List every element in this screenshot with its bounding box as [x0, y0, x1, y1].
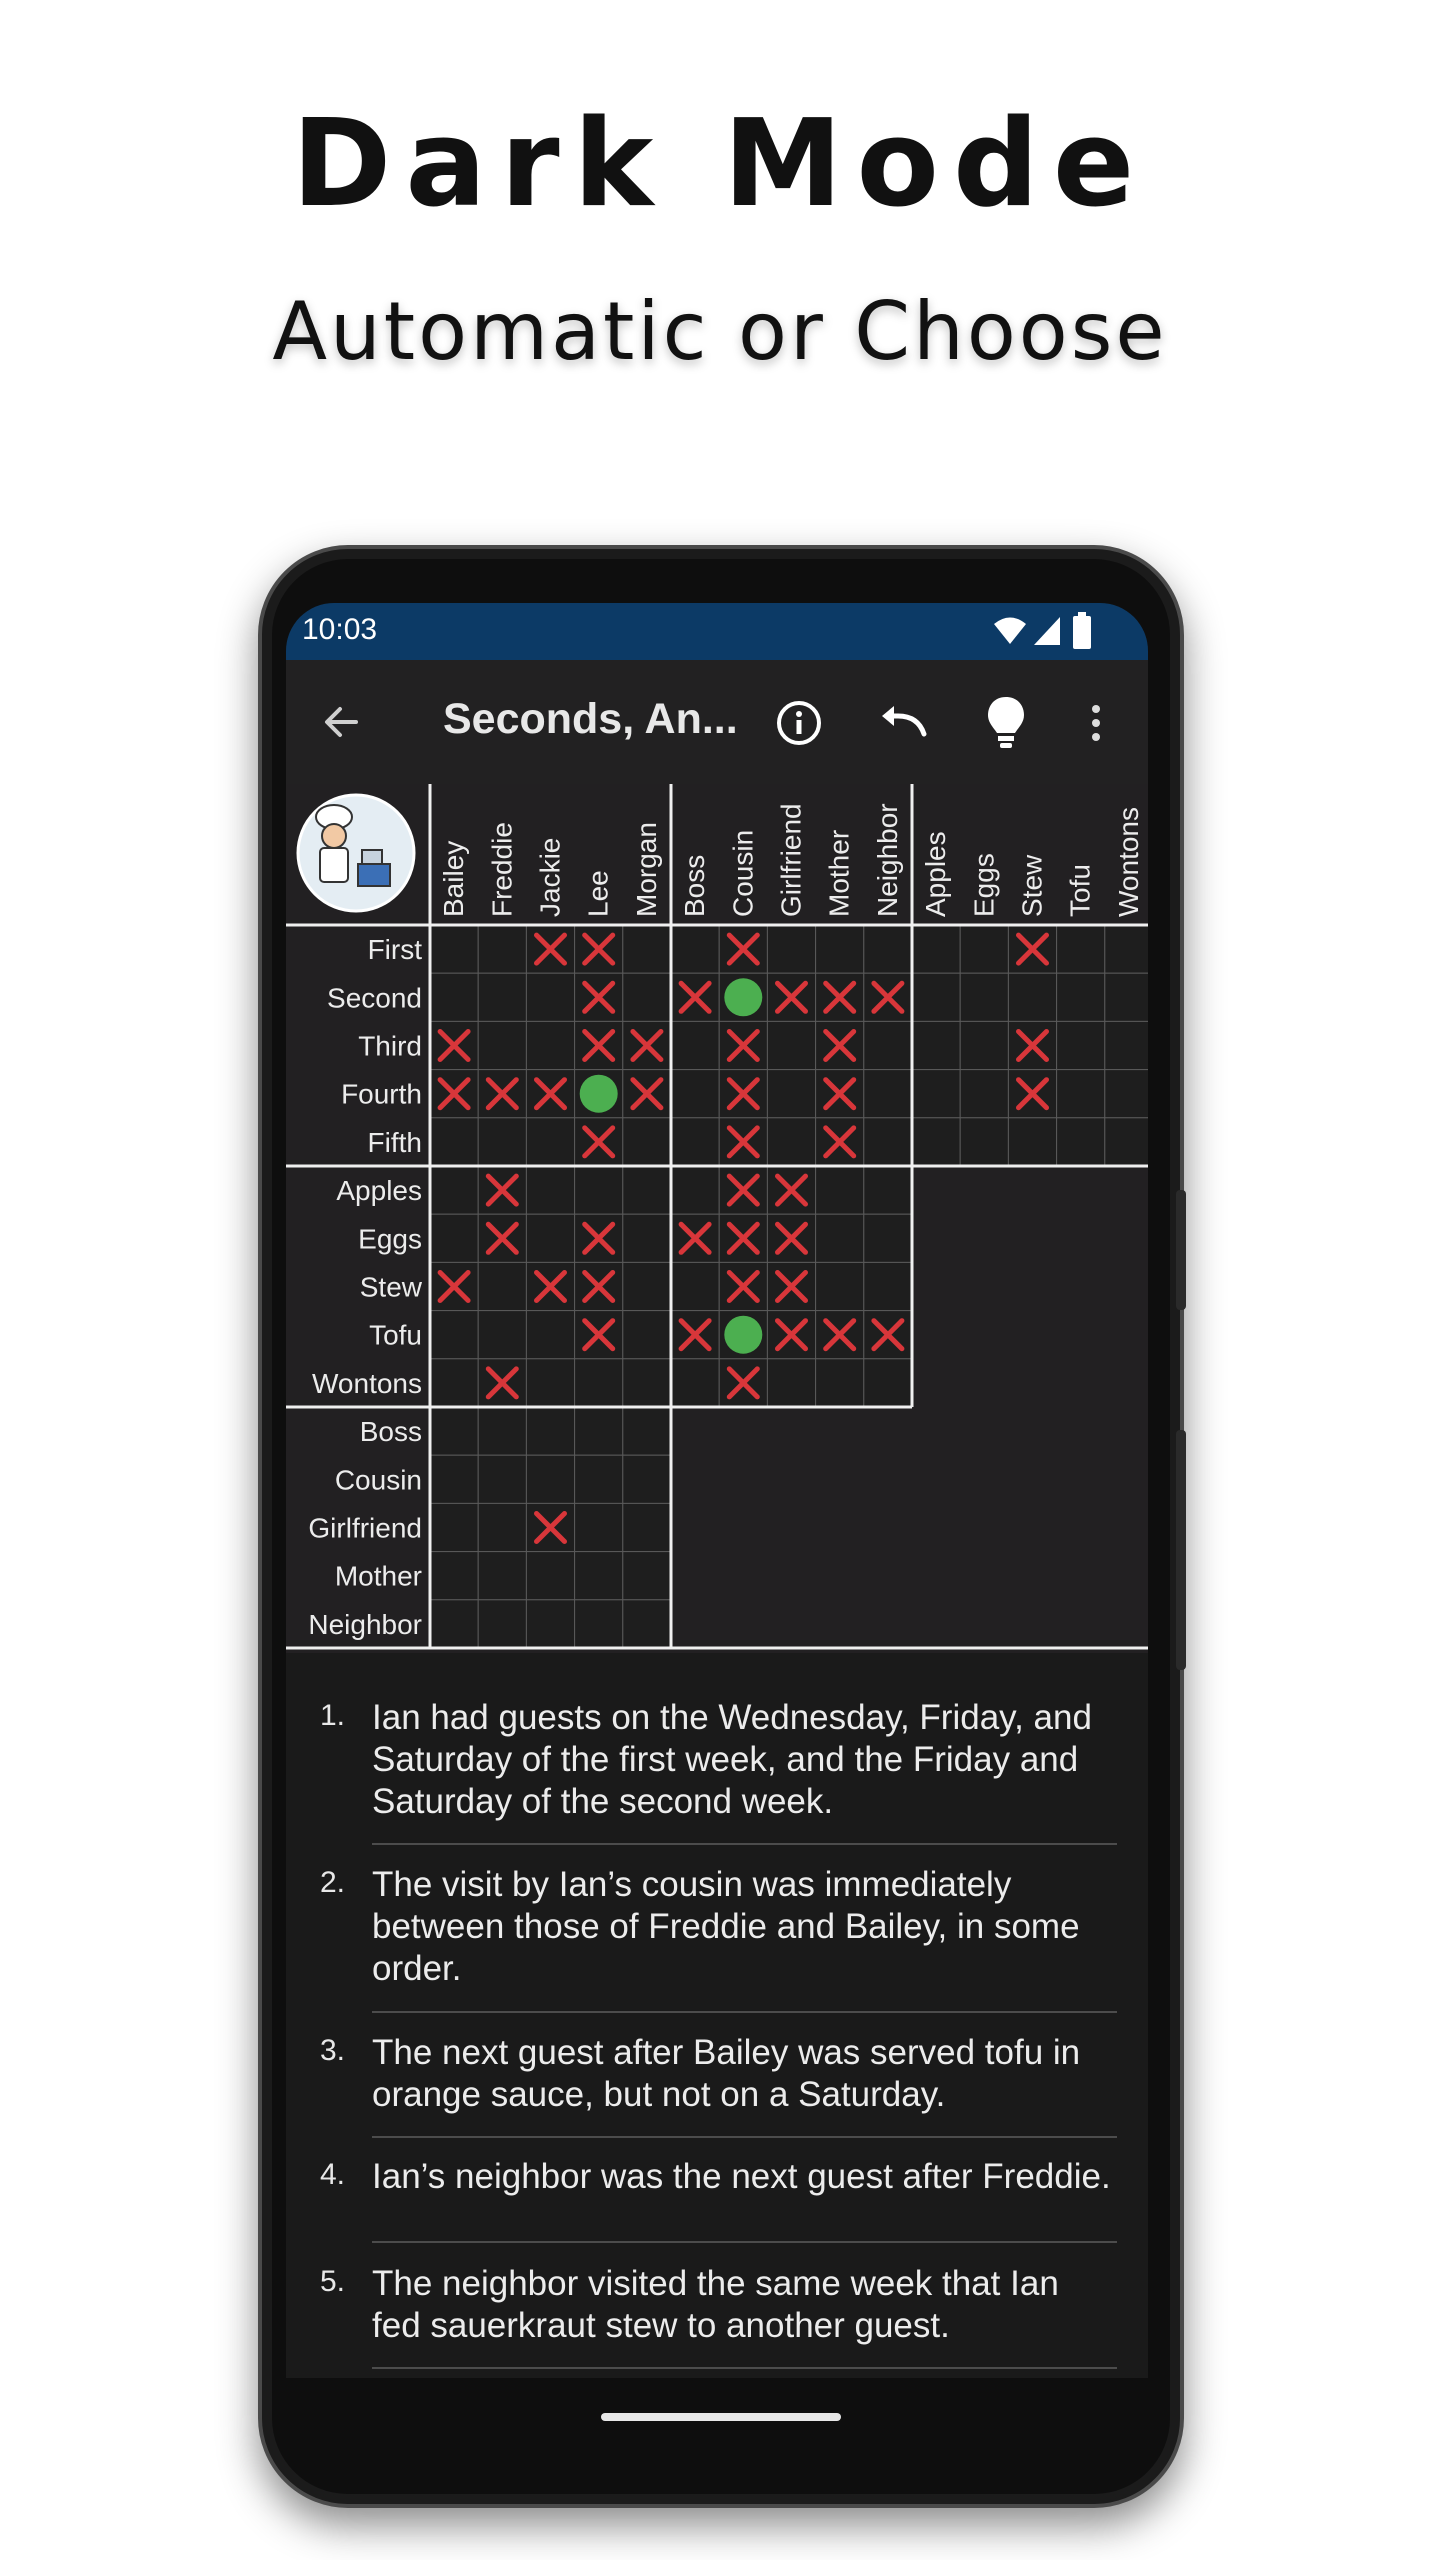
column-label: Apples [920, 831, 952, 917]
row-label: Fifth [367, 1126, 422, 1158]
grid-cell[interactable] [430, 925, 478, 973]
grid-cell[interactable] [623, 1455, 671, 1503]
logic-grid-svg [286, 784, 1148, 1653]
column-label: Tofu [1064, 864, 1096, 917]
grid-cell[interactable] [430, 1359, 478, 1407]
grid-cell[interactable] [912, 1070, 960, 1118]
grid-cell[interactable] [671, 925, 719, 973]
clue-divider [372, 2136, 1117, 2138]
undo-icon[interactable] [876, 698, 932, 748]
row-label: Cousin [334, 1464, 422, 1496]
grid-cell[interactable] [526, 1407, 574, 1455]
grid-cell[interactable] [623, 1552, 671, 1600]
grid-cell[interactable] [430, 1118, 478, 1166]
grid-cell[interactable] [623, 925, 671, 973]
column-label: Cousin [727, 829, 759, 917]
o-mark [580, 1075, 618, 1113]
grid-cell[interactable] [623, 1503, 671, 1551]
grid-cell[interactable] [430, 973, 478, 1021]
column-label: Lee [582, 870, 614, 917]
grid-cell[interactable] [1057, 973, 1105, 1021]
grid-cell[interactable] [671, 1359, 719, 1407]
grid-cell[interactable] [478, 1021, 526, 1069]
clue-list [286, 1653, 1148, 2378]
o-mark [724, 1316, 762, 1354]
cell-signal-icon [1032, 615, 1062, 647]
row-label: Girlfriend [308, 1512, 422, 1544]
grid-cell[interactable] [623, 1600, 671, 1648]
more-vert-icon[interactable] [1086, 698, 1106, 748]
grid-cell[interactable] [816, 925, 864, 973]
status-bar [286, 603, 1148, 660]
grid-cell[interactable] [430, 1455, 478, 1503]
grid-cell[interactable] [526, 1118, 574, 1166]
row-label: Third [358, 1030, 422, 1062]
grid-cell[interactable] [671, 1118, 719, 1166]
grid-cell[interactable] [575, 1600, 623, 1648]
grid-cell[interactable] [430, 1166, 478, 1214]
volume-button [1176, 1190, 1186, 1310]
column-label: Eggs [968, 853, 1000, 917]
grid-cell[interactable] [623, 1311, 671, 1359]
row-label: Neighbor [308, 1608, 422, 1640]
row-label: Apples [336, 1175, 422, 1207]
grid-cell[interactable] [478, 1311, 526, 1359]
grid-cell[interactable] [478, 1600, 526, 1648]
grid-cell[interactable] [816, 1359, 864, 1407]
grid-cell[interactable] [623, 1166, 671, 1214]
clue-text: The next guest after Bailey was served tofu in orange sauce, but not on a Saturday. [372, 2033, 1081, 2114]
clue-divider [372, 1843, 1117, 1845]
grid-cell[interactable] [478, 1455, 526, 1503]
clue-number: 3. [320, 2034, 346, 2067]
grid-cell[interactable] [912, 925, 960, 973]
grid-cell[interactable] [767, 1021, 815, 1069]
grid-cell[interactable] [864, 1359, 912, 1407]
column-label: Wontons [1112, 807, 1144, 917]
grid-cell[interactable] [960, 1021, 1008, 1069]
grid-cell[interactable] [864, 1070, 912, 1118]
clue-number: 4. [320, 2158, 346, 2191]
grid-cell[interactable] [1057, 925, 1105, 973]
column-label: Jackie [534, 837, 566, 917]
grid-cell[interactable] [671, 1070, 719, 1118]
grid-cell[interactable] [478, 973, 526, 1021]
grid-cell[interactable] [575, 1407, 623, 1455]
grid-cell[interactable] [912, 1021, 960, 1069]
grid-cell[interactable] [623, 1359, 671, 1407]
clue-divider [372, 2011, 1117, 2013]
grid-cell[interactable] [816, 1166, 864, 1214]
column-label: Neighbor [871, 803, 903, 917]
grid-cell[interactable] [575, 1359, 623, 1407]
chef-icon [298, 795, 414, 911]
grid-cell[interactable] [430, 1407, 478, 1455]
grid-cell[interactable] [526, 1359, 574, 1407]
grid-cell[interactable] [430, 1214, 478, 1262]
column-label: Bailey [438, 840, 470, 917]
grid-cell[interactable] [526, 1021, 574, 1069]
row-label: Second [327, 982, 422, 1014]
grid-cell[interactable] [478, 1118, 526, 1166]
grid-cell[interactable] [671, 1166, 719, 1214]
lightbulb-hint-icon[interactable] [986, 695, 1026, 751]
grid-cell[interactable] [526, 1552, 574, 1600]
grid-cell[interactable] [526, 1214, 574, 1262]
row-label: Tofu [369, 1319, 422, 1351]
grid-cell[interactable] [816, 1214, 864, 1262]
row-label: Wontons [312, 1367, 422, 1399]
puzzle-title: Seconds, An... [443, 695, 738, 743]
grid-cell[interactable] [960, 925, 1008, 973]
home-indicator[interactable] [601, 2413, 841, 2421]
grid-cell[interactable] [864, 1118, 912, 1166]
grid-cell[interactable] [430, 1503, 478, 1551]
grid-cell[interactable] [478, 1503, 526, 1551]
grid-cell[interactable] [1105, 1118, 1148, 1166]
grid-cell[interactable] [1105, 973, 1148, 1021]
grid-cell[interactable] [671, 1021, 719, 1069]
grid-cell[interactable] [767, 1118, 815, 1166]
row-label: Stew [359, 1271, 422, 1303]
grid-cell[interactable] [575, 1455, 623, 1503]
grid-cell[interactable] [430, 1600, 478, 1648]
row-label: Fourth [341, 1078, 422, 1110]
row-label: Eggs [358, 1223, 422, 1255]
grid-cell[interactable] [912, 1118, 960, 1166]
grid-cell[interactable] [767, 925, 815, 973]
o-mark [724, 978, 762, 1016]
grid-cell[interactable] [767, 1359, 815, 1407]
grid-cell[interactable] [575, 1503, 623, 1551]
column-label: Boss [679, 854, 711, 917]
grid-cell[interactable] [864, 1262, 912, 1310]
clue-number: 5. [320, 2265, 346, 2298]
grid-cell[interactable] [864, 1021, 912, 1069]
grid-cell[interactable] [478, 1262, 526, 1310]
grid-cell[interactable] [526, 1166, 574, 1214]
grid-cell[interactable] [575, 1552, 623, 1600]
grid-cell[interactable] [864, 1166, 912, 1214]
clue-text: Ian’s neighbor was the next guest after Freddie. [372, 2157, 1111, 2196]
grid-cell[interactable] [671, 1262, 719, 1310]
wifi-icon [992, 615, 1028, 647]
grid-cell[interactable] [575, 1166, 623, 1214]
grid-cell[interactable] [816, 1262, 864, 1310]
column-label: Mother [823, 829, 855, 917]
column-label: Stew [1016, 854, 1048, 917]
clue-divider [372, 2367, 1117, 2369]
grid-cell[interactable] [960, 1070, 1008, 1118]
grid-cell[interactable] [767, 1070, 815, 1118]
clue-number: 2. [320, 1866, 346, 1899]
grid-cell[interactable] [623, 973, 671, 1021]
grid-cell[interactable] [623, 1262, 671, 1310]
grid-cell[interactable] [1105, 1070, 1148, 1118]
grid-cell[interactable] [960, 1118, 1008, 1166]
info-icon[interactable] [774, 698, 824, 748]
grid-cell[interactable] [526, 1455, 574, 1503]
column-label: Girlfriend [775, 803, 807, 917]
grid-cell[interactable] [1057, 1118, 1105, 1166]
grid-cell[interactable] [1008, 973, 1056, 1021]
clue-number: 1. [320, 1699, 346, 1732]
grid-cell[interactable] [430, 1311, 478, 1359]
grid-cell[interactable] [478, 1552, 526, 1600]
promo-title: Dark Mode [291, 95, 1149, 234]
grid-cell[interactable] [864, 1214, 912, 1262]
grid-cell[interactable] [1057, 1021, 1105, 1069]
column-label: Freddie [486, 822, 518, 917]
phone-screen [286, 603, 1148, 2378]
clue-divider [372, 2241, 1117, 2243]
grid-cell[interactable] [526, 1600, 574, 1648]
grid-cell[interactable] [864, 925, 912, 973]
logic-grid [286, 784, 1148, 1653]
clue-text: The visit by Ian’s cousin was immediately between those of Freddie and Bailey, in some order. [372, 1865, 1080, 1988]
grid-cell[interactable] [623, 1118, 671, 1166]
grid-cell[interactable] [430, 1552, 478, 1600]
grid-cell[interactable] [960, 973, 1008, 1021]
battery-icon [1072, 612, 1092, 650]
app-bar [286, 660, 1148, 784]
back-arrow-icon[interactable] [316, 697, 366, 747]
grid-cell[interactable] [526, 973, 574, 1021]
column-label: Morgan [630, 822, 662, 917]
row-label: Mother [334, 1560, 422, 1592]
grid-cell[interactable] [478, 1407, 526, 1455]
grid-cell[interactable] [623, 1407, 671, 1455]
grid-cell[interactable] [1057, 1070, 1105, 1118]
power-button [1176, 1430, 1186, 1670]
grid-cell[interactable] [912, 973, 960, 1021]
clue-text: The neighbor visited the same week that Ian fed sauerkraut stew to another guest. [372, 2264, 1059, 2345]
promo-subtitle: Automatic or Choose [272, 285, 1168, 378]
grid-cell[interactable] [1105, 1021, 1148, 1069]
grid-cell[interactable] [1105, 925, 1148, 973]
grid-cell[interactable] [1008, 1118, 1056, 1166]
grid-cell[interactable] [623, 1214, 671, 1262]
status-time: 10:03 [302, 613, 378, 646]
clue-text: Ian had guests on the Wednesday, Friday, and Saturday of the first week, and the Friday and Saturday of the second week. [372, 1698, 1092, 1821]
row-label: Boss [359, 1416, 422, 1448]
grid-cell[interactable] [526, 1311, 574, 1359]
row-label: First [367, 934, 422, 966]
grid-cell[interactable] [478, 925, 526, 973]
